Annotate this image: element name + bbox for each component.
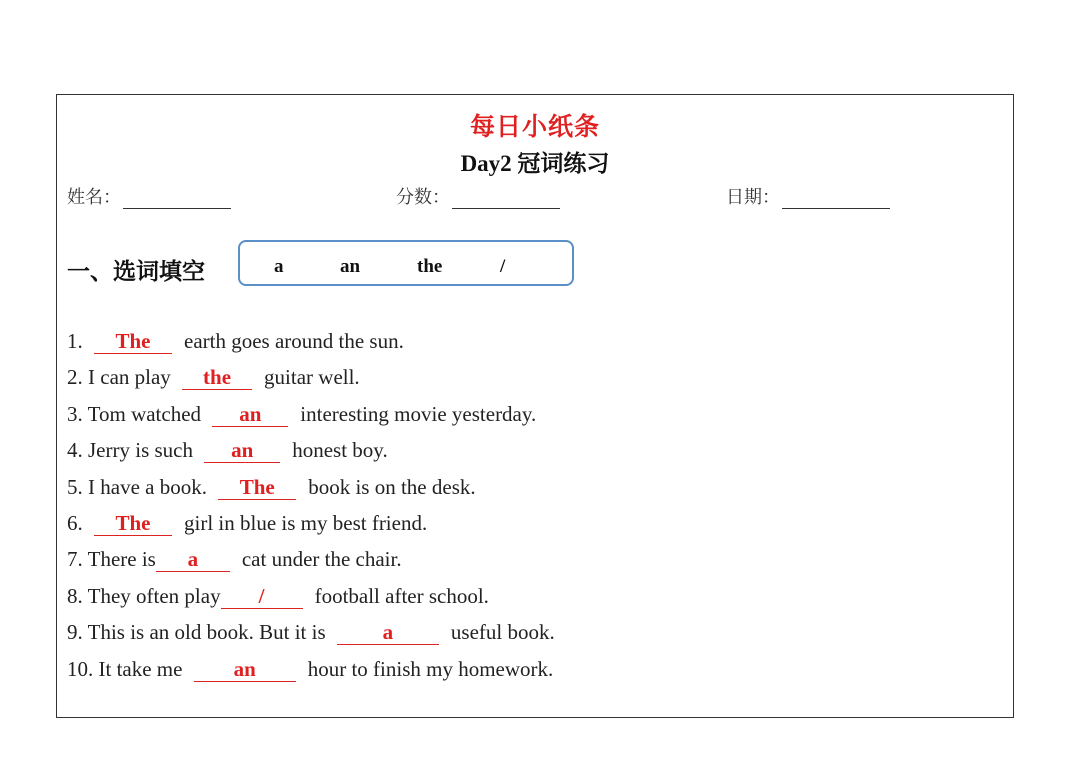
question-item — [67, 436, 967, 472]
answer-text: an — [239, 401, 262, 426]
answer-text: an — [233, 656, 256, 681]
question-item — [67, 618, 967, 654]
word-option: the — [417, 256, 443, 277]
question-text: 4. Jerry is such — [67, 438, 199, 463]
question-text: guitar well. — [264, 365, 360, 390]
answer-blank[interactable] — [194, 657, 296, 682]
question-text: 5. I have a book. — [67, 474, 213, 499]
question-text: interesting movie yesterday. — [300, 401, 537, 426]
answer-text: an — [231, 438, 254, 463]
question-text: 7. There is — [67, 547, 156, 572]
word-option: a — [274, 256, 284, 277]
score-label: 分数： — [396, 187, 450, 208]
question-text: football after school. — [314, 583, 489, 608]
worksheet — [56, 94, 1014, 718]
question-list — [67, 327, 967, 691]
question-text: 9. This is an old book. But it is — [67, 620, 331, 645]
answer-blank[interactable] — [156, 547, 230, 572]
question-item — [67, 545, 967, 581]
question-item — [67, 655, 967, 691]
section-heading: 一、选词填空 — [67, 259, 205, 285]
answer-text: The — [115, 329, 151, 353]
question-text: 10. It take me — [67, 656, 188, 681]
answer-blank[interactable] — [94, 329, 172, 354]
score-blank[interactable] — [452, 186, 560, 209]
question-text: 8. They often play — [67, 583, 221, 608]
answer-blank[interactable] — [218, 475, 296, 500]
answer-blank[interactable] — [94, 511, 172, 536]
info-row — [67, 183, 1003, 213]
answer-blank[interactable] — [221, 584, 303, 609]
answer-text: / — [258, 583, 265, 608]
page-subtitle: Day2 冠词练习 — [460, 151, 610, 176]
question-text: 6. — [67, 510, 88, 535]
question-text: cat under the chair. — [241, 547, 402, 572]
word-option: / — [500, 256, 506, 277]
question-text: useful book. — [450, 620, 555, 645]
question-item — [67, 400, 967, 436]
question-text: hour to finish my homework. — [307, 656, 554, 681]
date-label: 日期： — [726, 187, 780, 208]
name-field — [67, 183, 231, 209]
answer-text: The — [115, 510, 151, 535]
question-item — [67, 327, 967, 363]
question-item — [67, 363, 967, 399]
date-blank[interactable] — [782, 186, 890, 209]
page-title: 每日小纸条 — [469, 112, 600, 141]
answer-blank[interactable] — [182, 365, 252, 390]
question-text: 3. Tom watched — [67, 401, 207, 426]
question-item — [67, 509, 967, 545]
question-item — [67, 473, 967, 509]
word-bank-box — [238, 240, 574, 286]
question-text: girl in blue is my best friend. — [184, 510, 428, 535]
score-field — [396, 183, 560, 209]
answer-blank[interactable] — [337, 620, 439, 645]
answer-text: a — [187, 547, 199, 572]
name-blank[interactable] — [123, 186, 231, 209]
answer-blank[interactable] — [212, 402, 288, 427]
answer-blank[interactable] — [204, 438, 280, 463]
question-text: honest boy. — [292, 438, 388, 463]
answer-text: a — [382, 620, 394, 645]
question-text: 1. — [67, 329, 88, 353]
word-option: an — [340, 256, 361, 277]
question-text: book is on the desk. — [308, 474, 476, 499]
answer-text: The — [239, 474, 275, 499]
question-text: earth goes around the sun. — [184, 329, 404, 353]
question-text: 2. I can play — [67, 365, 177, 390]
name-label: 姓名： — [67, 187, 121, 208]
answer-text: the — [203, 365, 232, 390]
question-item — [67, 582, 967, 618]
date-field — [726, 183, 890, 209]
